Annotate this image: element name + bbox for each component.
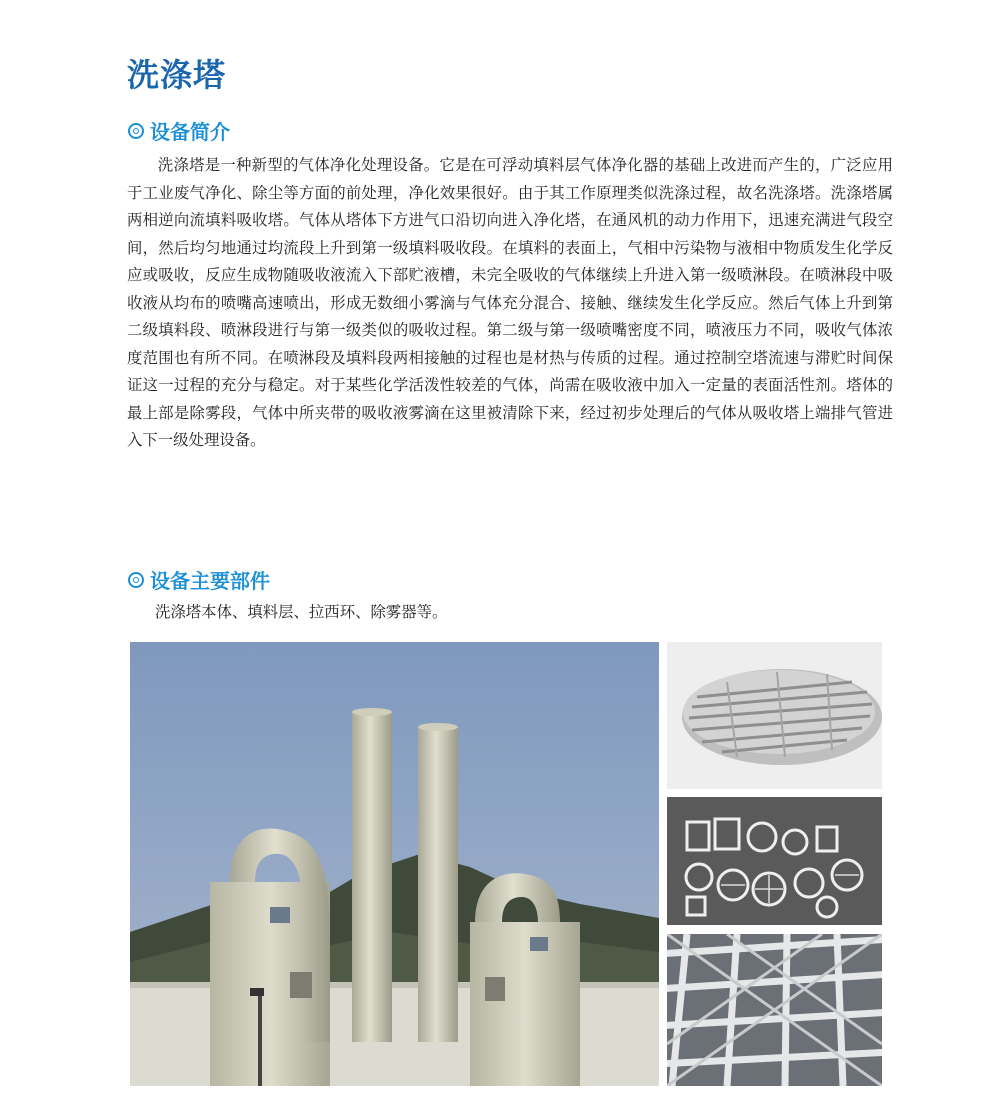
grid-packing-photo — [667, 934, 882, 1086]
intro-paragraph: 洗涤塔是一种新型的气体净化处理设备。它是在可浮动填料层气体净化器的基础上改进而产生的，广泛应用于工业废气净化、除尘等方面的前处理，净化效果很好。由于其工作原理类似洗涤过程，故名洗涤塔。洗涤塔属两相逆向流填料吸收塔。气体从塔体下方进气口沿切向进入净化塔，在通风机的动力作用下，迅速充满进气段空间，然后均匀地通过均流段上升到第一级填料吸收段。在填料的表面上，气相中污染物与液相中物质发生化学反应或吸收，反应生成物随吸收液流入下部贮液槽，未完全吸收的气体继续上升进入第一级喷淋段。在喷淋段中吸收液从均布的喷嘴高速喷出，形成无数细小雾滴与气体充分混合、接触、继续发生化学反应。然后气体上升到第二级填料段、喷淋段进行与第一级类似的吸收过程。第二级与第一级喷嘴密度不同，喷液压力不同，吸收气体浓度范围也有所不同。在喷淋段及填料段两相接触的过程也是材热与传质的过程。通过控制空塔流速与滞贮时间保证这一过程的充分与稳定。对于某些化学活泼性较差的气体，尚需在吸收液中加入一定量的表面活性剂。塔体的最上部是除雾段，气体中所夹带的吸收液雾滴在这里被清除下来，经过初步处理后的气体从吸收塔上端排气管进入下一级处理设备。 — [127, 156, 893, 449]
intro-section-heading — [128, 116, 230, 145]
page-title: 洗涤塔 — [127, 56, 227, 94]
demister-photo — [667, 642, 882, 789]
scrubber-tower-photo — [130, 642, 659, 1086]
parts-list-text: 洗涤塔本体、填料层、拉西环、除雾器等。 — [155, 603, 448, 621]
parts-heading-label: 设备主要部件 — [150, 569, 270, 593]
intro-heading-label: 设备简介 — [150, 120, 230, 144]
packing-rings-photo — [667, 797, 882, 925]
double-circle-icon — [128, 572, 144, 588]
parts-section-heading — [128, 565, 270, 594]
double-circle-icon — [128, 123, 144, 139]
